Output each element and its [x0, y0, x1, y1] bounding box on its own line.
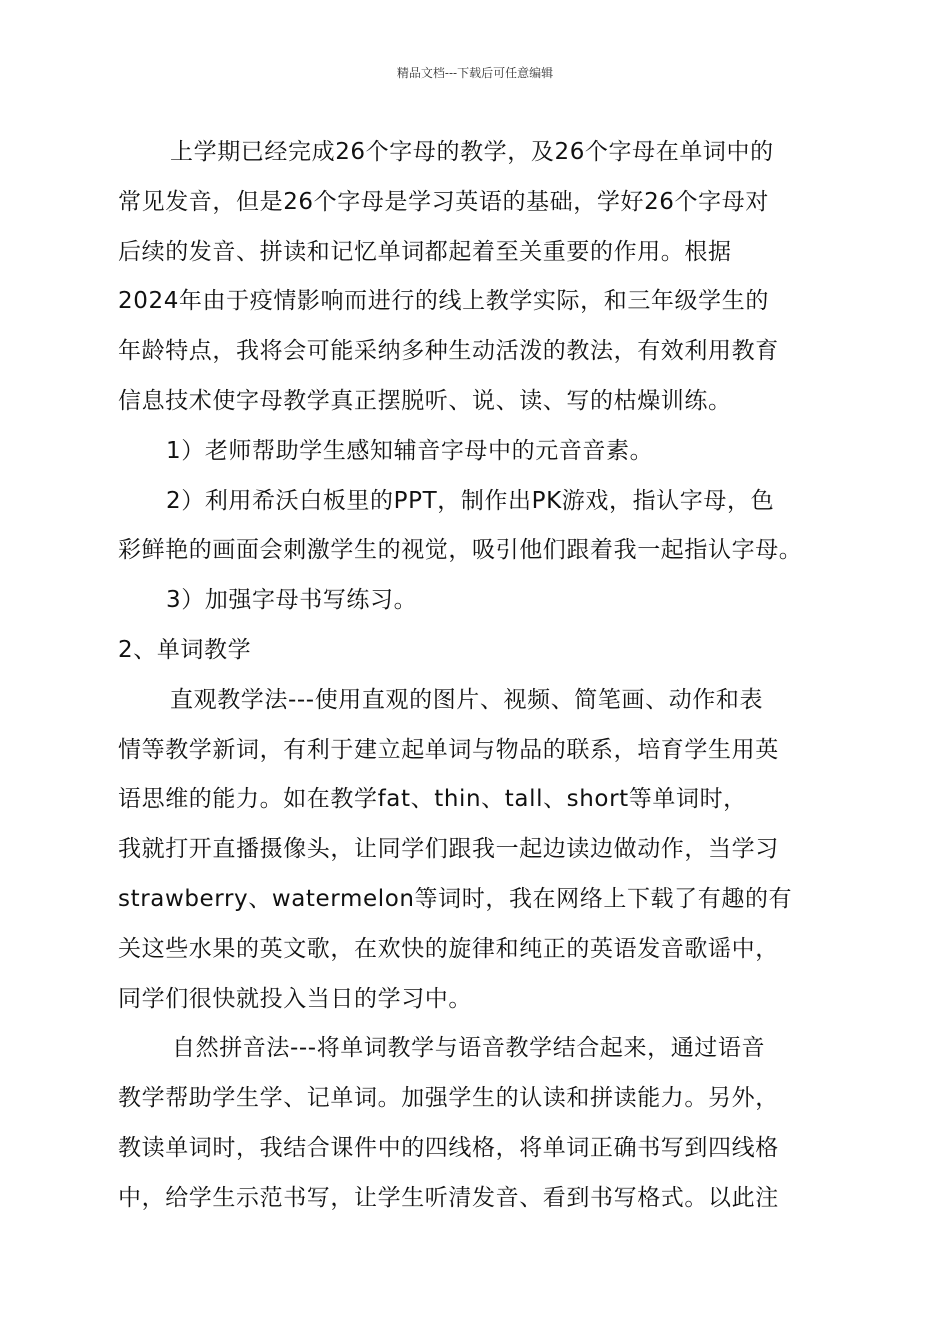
paragraph-line: 2024年由于疫情影响而进行的线上教学实际，和三年级学生的 — [118, 288, 769, 315]
section-heading: 2、单词教学 — [118, 636, 252, 663]
paragraph-line: 信息技术使字母教学真正摆脱听、说、读、写的枯燥训练。 — [118, 387, 732, 414]
paragraph-line: 后续的发音、拼读和记忆单词都起着至关重要的作用。根据 — [118, 238, 732, 265]
paragraph-line: 教学帮助学生学、记单词。加强学生的认读和拼读能力。另外， — [118, 1085, 779, 1112]
list-item: 1）老师帮助学生感知辅音字母中的元音音素。 — [166, 437, 654, 464]
paragraph-line: 上学期已经完成26个字母的教学，及26个字母在单词中的 — [170, 139, 774, 165]
paragraph-line: 直观教学法---使用直观的图片、视频、简笔画、动作和表 — [170, 686, 764, 713]
paragraph-line: 语思维的能力。如在教学fat、thin、tall、short等单词时， — [118, 786, 747, 813]
paragraph-line: 年龄特点，我将会可能采纳多种生动活泼的教法，有效利用教育 — [118, 338, 779, 365]
paragraph-line: 我就打开直播摄像头，让同学们跟我一起边读边做动作，当学习 — [118, 836, 779, 863]
list-item: 3）加强字母书写练习。 — [166, 587, 418, 614]
paragraph-line: 中，给学生示范书写，让学生听清发音、看到书写格式。以此注 — [118, 1184, 779, 1211]
paragraph-line: 教读单词时，我结合课件中的四线格，将单词正确书写到四线格 — [118, 1134, 779, 1161]
document-body — [118, 128, 836, 1224]
paragraph-line: strawberry、watermelon等词时，我在网络上下载了有趣的有 — [118, 885, 793, 912]
list-item: 2）利用希沃白板里的PPT，制作出PK游戏，指认字母，色 — [166, 487, 775, 514]
paragraph-line: 关这些水果的英文歌，在欢快的旋律和纯正的英语发音歌谣中， — [118, 935, 779, 962]
paragraph-line: 情等教学新词，有利于建立起单词与物品的联系，培育学生用英 — [118, 736, 779, 763]
paragraph-line: 同学们很快就投入当日的学习中。 — [118, 985, 472, 1012]
page-header: 精品文档---下载后可任意编辑 — [396, 66, 554, 80]
paragraph-line: 彩鲜艳的画面会刺激学生的视觉，吸引他们跟着我一起指认字母。 — [118, 537, 803, 564]
paragraph-line: 自然拼音法---将单词教学与语音教学结合起来，通过语音 — [172, 1035, 766, 1062]
paragraph-line: 常见发音，但是26个字母是学习英语的基础，学好26个字母对 — [118, 188, 769, 215]
